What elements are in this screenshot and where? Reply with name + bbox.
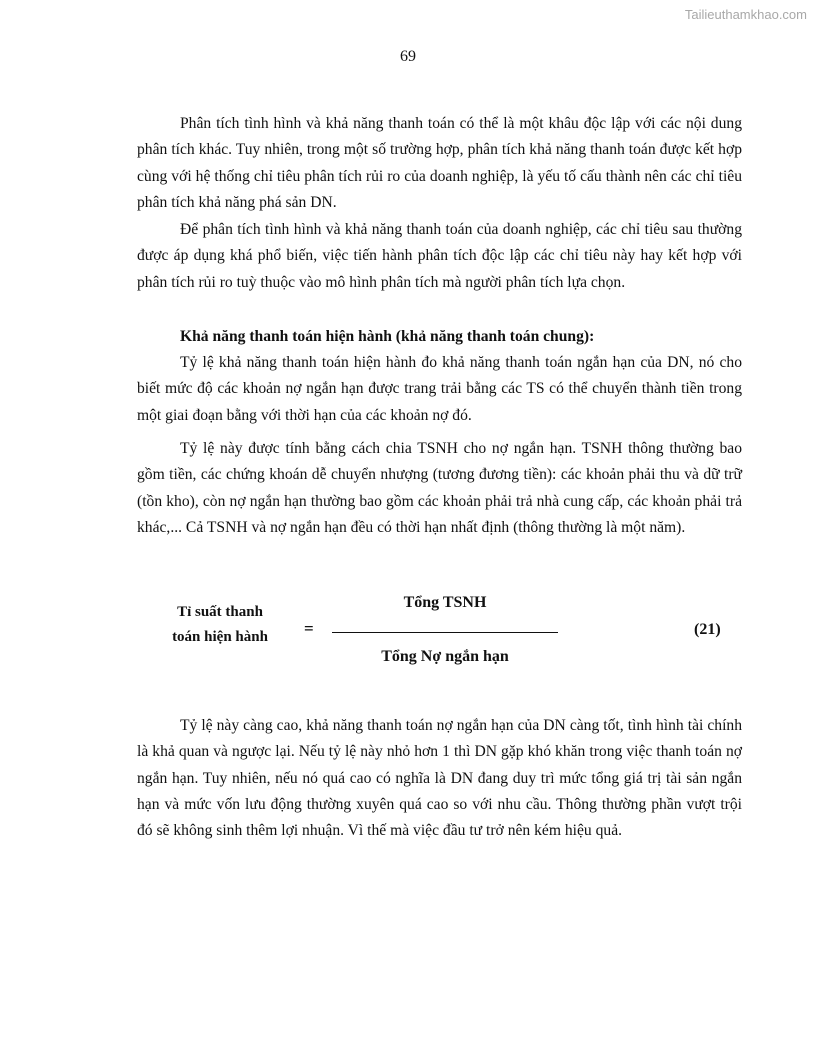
watermark: Tailieuthamkhao.com xyxy=(684,7,807,22)
paragraph-4 xyxy=(137,436,742,541)
page-number: 69 xyxy=(400,48,416,65)
section-heading xyxy=(137,324,742,350)
formula-numerator: Tổng TSNH xyxy=(403,594,487,611)
formula-denominator: Tổng Nợ ngắn hạn xyxy=(381,648,509,665)
paragraph-3-text: Tỷ lệ khả năng thanh toán hiện hành đo khả năng thanh toán ngắn hạn của DN, nó cho biết mức độ các khoản nợ ngắn hạn được trang trải bằng các TS có thể chuyển thành tiền trong một giai đoạn bằng với thời hạn của các khoản nợ đó. xyxy=(137,354,742,424)
paragraph-5-text: Tỷ lệ này càng cao, khả năng thanh toán nợ ngắn hạn của DN càng tốt, tình hình tài chính là khả quan và ngược lại. Nếu tỷ lệ này nhỏ hơn 1 thì DN gặp khó khăn trong việc thanh toán nợ ngắn hạn. Tuy nhiên, nếu nó quá cao có nghĩa là DN đang duy trì mức tổng giá trị tài sản ngắn hạn và mức vốn lưu động thường xuyên quá cao so với nhu cầu. Thông thường phần vượt trội đó sẽ không sinh thêm lợi nhuận. Vì thế mà việc đầu tư trở nên kém hiệu quả. xyxy=(137,717,742,840)
paragraph-2 xyxy=(137,217,742,296)
paragraph-1-text: Phân tích tình hình và khả năng thanh toán có thể là một khâu độc lập với các nội dung phân tích khác. Tuy nhiên, trong một số trường hợp, phân tích khả năng thanh toán được kết hợp cùng với hệ thống chỉ tiêu phân tích rủi ro của doanh nghiệp, là yếu tố cấu thành nên các chỉ tiêu phân tích khả năng phá sản DN. xyxy=(137,115,742,211)
paragraph-4-text: Tỷ lệ này được tính bằng cách chia TSNH cho nợ ngắn hạn. TSNH thông thường bao gồm tiền, các chứng khoán dễ chuyển nhượng (tương đương tiền): các khoản phải thu và dữ trữ (tồn kho), còn nợ ngắn hạn thường bao gồm các khoản phải trả nhà cung cấp, các khoản phải trả khác,... Cả TSNH và nợ ngắn hạn đều có thời hạn nhất định (thông thường là một năm). xyxy=(137,440,742,536)
paragraph-5 xyxy=(137,713,742,844)
formula-label-line1: Tỉ suất thanh xyxy=(177,604,263,620)
formula-label xyxy=(150,600,290,650)
paragraph-2-text: Để phân tích tình hình và khả năng thanh toán của doanh nghiệp, các chỉ tiêu sau thường được áp dụng khá phổ biến, việc tiến hành phân tích độc lập các chỉ tiêu này hay kết hợp với phân tích rủi ro tuỳ thuộc vào mô hình phân tích mà người phân tích lựa chọn. xyxy=(137,221,742,291)
formula-equals: = xyxy=(304,619,314,638)
formula-number: (21) xyxy=(694,621,721,638)
fraction-bar xyxy=(332,632,558,633)
paragraph-1 xyxy=(137,111,742,216)
paragraph-3 xyxy=(137,350,742,429)
formula-label-line2: toán hiện hành xyxy=(172,629,268,645)
section-heading-text: Khả năng thanh toán hiện hành (khả năng thanh toán chung): xyxy=(180,328,595,345)
